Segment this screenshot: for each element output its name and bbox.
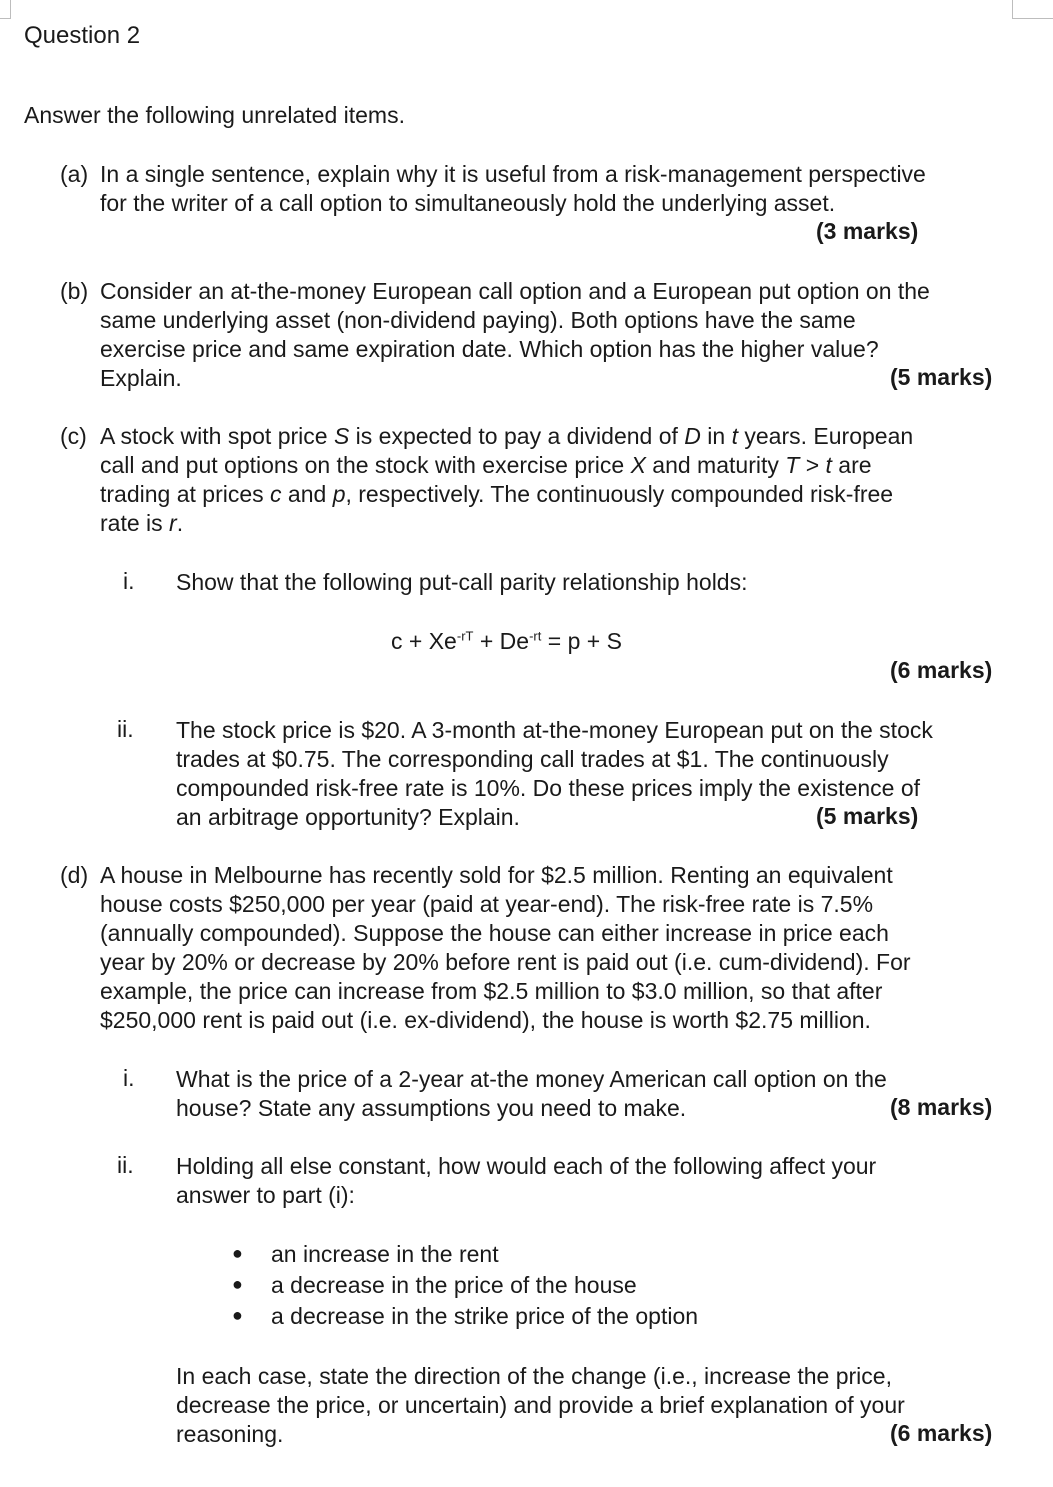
item-d-ii-instructions: In each case, state the direction of the change (i.e., increase the price, — [176, 1363, 892, 1389]
text: and — [281, 481, 333, 507]
item-d-i-marks: (8 marks) — [890, 1094, 993, 1120]
item-c-line — [100, 509, 183, 539]
text: A stock with spot price — [100, 423, 334, 449]
var-p: p — [332, 481, 346, 507]
text: are — [831, 452, 872, 478]
item-c-line — [100, 422, 913, 452]
item-d-ii-label: ii. — [117, 1152, 134, 1178]
var-T: T — [785, 452, 800, 478]
var-t: t — [731, 423, 738, 449]
item-c-line — [100, 451, 872, 481]
item-c-ii-label: ii. — [117, 716, 134, 742]
item-c-ii-line: The stock price is $20. A 3-month at-the-money European put on the stock — [176, 717, 933, 743]
item-c-ii-marks: (5 marks) — [816, 803, 919, 829]
eq-part: = p + S — [541, 628, 622, 654]
item-c-ii-line: compounded risk-free rate is 10%. Do these prices imply the existence of — [176, 775, 921, 801]
item-d-line: $250,000 rent is paid out (i.e. ex-dividend), the house is worth $2.75 million. — [100, 1007, 871, 1033]
text: trading at prices — [100, 481, 271, 507]
text: call and put options on the stock with exercise price — [100, 452, 631, 478]
bullet-icon: ● — [232, 1305, 243, 1325]
parity-equation — [391, 628, 622, 655]
page-corner-right — [1012, 0, 1053, 19]
item-d-label: (d) — [60, 862, 89, 888]
bullet-item: a decrease in the price of the house — [271, 1272, 637, 1298]
text: . — [176, 510, 184, 536]
var-r: r — [169, 510, 177, 536]
text: in — [700, 423, 732, 449]
item-d-line: (annually compounded). Suppose the house can either increase in price each — [100, 920, 889, 946]
item-d-i-label: i. — [123, 1065, 135, 1091]
intro-text: Answer the following unrelated items. — [24, 102, 405, 128]
item-a-line: In a single sentence, explain why it is useful from a risk-management perspective — [100, 161, 926, 187]
item-b-line: exercise price and same expiration date. Which option has the higher value? — [100, 336, 879, 362]
question-title: Question 2 — [24, 22, 141, 49]
text: and maturity — [645, 452, 786, 478]
text: , respectively. The continuously compounded risk-free — [345, 481, 894, 507]
eq-exponent: -rT — [456, 628, 474, 644]
item-d-ii-line: Holding all else constant, how would each of the following affect your — [176, 1153, 877, 1179]
eq-part: c + Xe — [391, 628, 457, 654]
item-d-i-line: house? State any assumptions you need to make. — [176, 1095, 687, 1121]
var-c: c — [270, 481, 282, 507]
page-corner-left — [0, 0, 11, 19]
item-b-marks: (5 marks) — [890, 364, 993, 390]
item-d-line: example, the price can increase from $2.5 million to $3.0 million, so that after — [100, 978, 883, 1004]
var-S: S — [333, 423, 350, 449]
var-t: t — [825, 452, 832, 478]
item-d-line: house costs $250,000 per year (paid at year-end). The risk-free rate is 7.5% — [100, 891, 874, 917]
item-b-label: (b) — [60, 278, 89, 304]
bullet-icon: ● — [232, 1274, 243, 1294]
item-c-i-label: i. — [123, 568, 135, 594]
text: rate is — [100, 510, 170, 536]
bullet-item: an increase in the rent — [271, 1241, 499, 1267]
item-c-ii-line: an arbitrage opportunity? Explain. — [176, 804, 520, 830]
var-D: D — [684, 423, 701, 449]
item-d-i-line: What is the price of a 2-year at-the money American call option on the — [176, 1066, 887, 1092]
bullet-item: a decrease in the strike price of the option — [271, 1303, 699, 1329]
item-d-ii-instructions: reasoning. — [176, 1421, 284, 1447]
item-c-i-marks: (6 marks) — [890, 657, 993, 683]
eq-exponent: -rt — [529, 628, 542, 644]
item-c-ii-line: trades at $0.75. The corresponding call trades at $1. The continuously — [176, 746, 889, 772]
text: is expected to pay a dividend of — [349, 423, 685, 449]
bullet-icon: ● — [232, 1243, 243, 1263]
item-b-line: Consider an at-the-money European call option and a European put option on the — [100, 278, 930, 304]
item-a-line: for the writer of a call option to simultaneously hold the underlying asset. — [100, 190, 836, 216]
item-a-marks: (3 marks) — [816, 218, 919, 244]
item-c-i-text: Show that the following put-call parity relationship holds: — [176, 569, 748, 595]
item-c-line — [100, 480, 893, 510]
text: years. European — [737, 423, 914, 449]
eq-part: + De — [473, 628, 530, 654]
item-d-ii-marks: (6 marks) — [890, 1420, 993, 1446]
item-a-label: (a) — [60, 161, 89, 187]
text: > — [799, 452, 826, 478]
item-d-line: year by 20% or decrease by 20% before rent is paid out (i.e. cum-dividend). For — [100, 949, 911, 975]
item-d-line: A house in Melbourne has recently sold for $2.5 million. Renting an equivalent — [100, 862, 893, 888]
item-d-ii-instructions: decrease the price, or uncertain) and provide a brief explanation of your — [176, 1392, 905, 1418]
item-b-line: same underlying asset (non-dividend paying). Both options have the same — [100, 307, 856, 333]
item-b-line: Explain. — [100, 365, 182, 391]
var-X: X — [630, 452, 646, 478]
item-d-ii-line: answer to part (i): — [176, 1182, 355, 1208]
item-c-label: (c) — [60, 423, 87, 449]
